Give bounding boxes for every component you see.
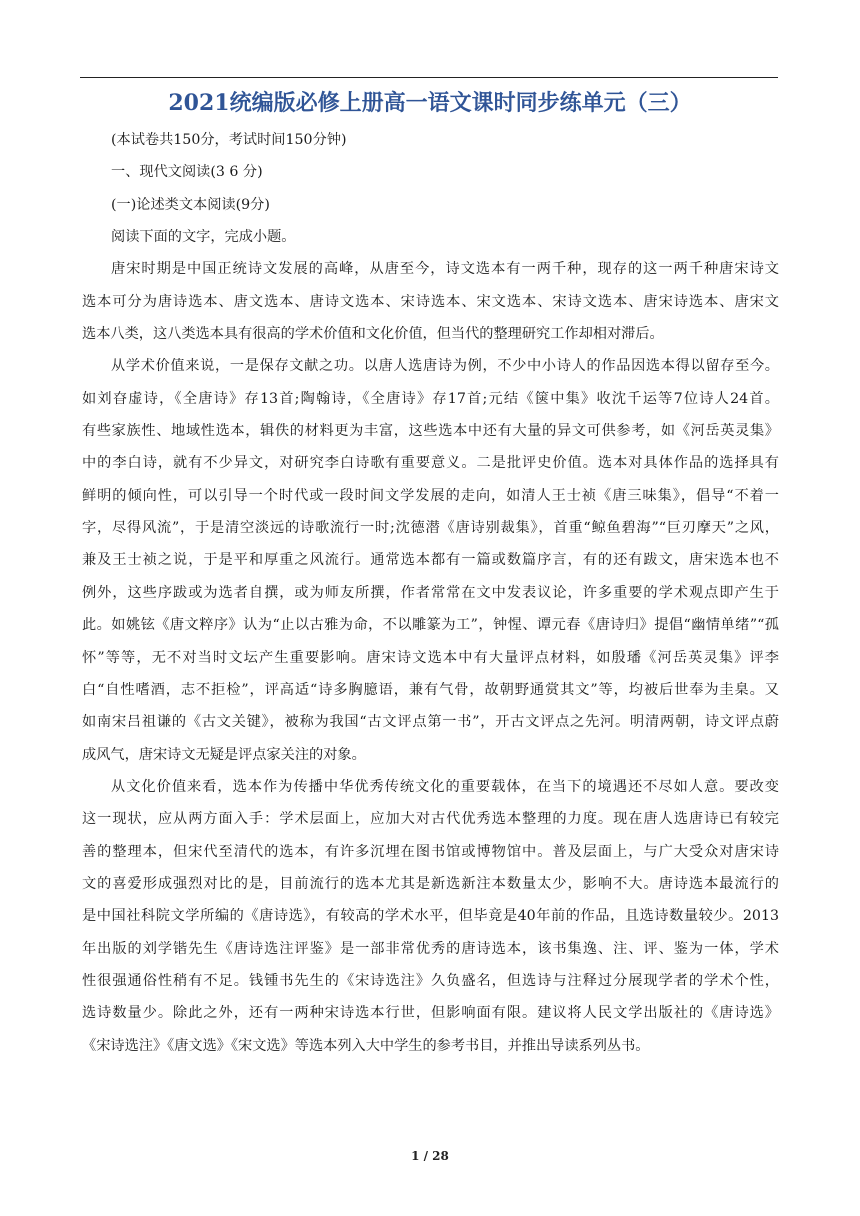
paragraph-line: 从文化价值来看，选本作为传播中华优秀传统文化的重要载体，在当下的境遇还不尽如人意。要改变 — [111, 778, 779, 795]
paragraph-line: 选本可分为唐诗选本、唐文选本、唐诗文选本、宋诗选本、宋文选本、宋诗文选本、唐宋诗选本、唐宋文 — [82, 293, 779, 310]
paragraph-line: 《宋诗选注》《唐文选》《宋文选》等选本列入大中学生的参考书目，并推出导读系列丛书。 — [82, 1037, 650, 1054]
exam-info: (本试卷共150分，考试时间150分钟) — [111, 132, 347, 148]
paragraph-line: 是中国社科院文学所编的《唐诗选》，有较高的学术水平，但毕竟是40年前的作品，且选诗数量较少。2013 — [82, 908, 779, 925]
paragraph-line: 兼及王士祯之说，于是平和厚重之风流行。通常选本都有一篇或数篇序言，有的还有跋文，唐宋选本也不 — [82, 552, 779, 569]
paragraph-line: 鲜明的倾向性，可以引导一个时代或一段时间文学发展的走向，如清人王士祯《唐三味集》，倡导“不着一 — [82, 487, 779, 504]
paragraph-line: 善的整理本，但宋代至清代的选本，有许多沉埋在图书馆或博物馆中。普及层面上，与广大受众对唐宋诗 — [82, 843, 779, 860]
section-heading: 一、现代文阅读(3 6 分) — [111, 164, 263, 181]
paragraph-line: 这一现状，应从两方面入手：学术层面上，应加大对古代优秀选本整理的力度。现在唐人选唐诗已有较完 — [82, 811, 779, 828]
paragraph-line: 中的李白诗，就有不少异文，对研究李白诗歌有重要意义。二是批评史价值。选本对具体作品的选择具有 — [82, 455, 779, 472]
paragraph-line: 选诗数量少。除此之外，还有一两种宋诗选本行世，但影响面有限。建议将人民文学出版社的《唐诗选》 — [82, 1005, 779, 1022]
paragraph-line: 怀”等等，无不对当时文坛产生重要影响。唐宋诗文选本中有大量评点材料，如殷璠《河岳英灵集》评李 — [82, 649, 779, 666]
paragraph-line: 年出版的刘学锴先生《唐诗选注评鉴》是一部非常优秀的唐诗选本，该书集逸、注、评、鉴为一体，学术 — [82, 940, 779, 957]
paragraph-line: 选本八类，这八类选本具有很高的学术价值和文化价值，但当代的整理研究工作却相对滞后。 — [82, 326, 664, 343]
document-title: 2021统编版必修上册高一语文课时同步练单元（三） — [168, 90, 692, 116]
subsection-heading: (一)论述类文本阅读(9分) — [111, 196, 270, 213]
paragraph-line: 例外，这些序跋或为选者自撰，或为师友所撰，作者常常在文中发表议论，许多重要的学术观点即产生于 — [82, 584, 779, 601]
paragraph-line: 性很强通俗性稍有不足。钱锺书先生的《宋诗选注》久负盛名，但选诗与注释过分展现学者的学术个性， — [82, 972, 779, 989]
paragraph-line: 如南宋吕祖谦的《古文关键》，被称为我国“古文评点第一书”，开古文评点之先河。明清两朝，诗文评点蔚 — [82, 714, 779, 731]
paragraph-line: 白“自性嗜酒，志不拒检”，评高适“诗多胸臆语，兼有气骨，故朝野通赏其文”等，均被后世奉为圭臬。又 — [82, 681, 779, 698]
paragraph-line: 文的喜爱形成强烈对比的是，目前流行的选本尤其是新选新注本数量太少，影响不大。唐诗选本最流行的 — [82, 875, 779, 892]
paragraph-line: 有些家族性、地域性选本，辑佚的材料更为丰富，这些选本中还有大量的异文可供参考，如《河岳英灵集》 — [82, 423, 779, 440]
paragraph-line: 字，尽得风流”，于是清空淡远的诗歌流行一时;沈德潜《唐诗别裁集》，首重“鲸鱼碧海”“巨刃摩天”之风， — [82, 520, 779, 537]
paragraph-line: 如刘昚虚诗，《全唐诗》存13首;陶翰诗，《全唐诗》存17首;元结《箧中集》收沈千运等7位诗人24首。 — [82, 390, 779, 407]
header-rule — [80, 77, 778, 78]
paragraph-line: 从学术价值来说，一是保存文献之功。以唐人选唐诗为例，不少中小诗人的作品因选本得以留存至今。 — [111, 358, 779, 375]
document-body — [82, 127, 779, 1065]
page-number: 1 / 28 — [411, 1149, 449, 1163]
reading-instruction: 阅读下面的文字，完成小题。 — [111, 229, 296, 246]
paragraph-line: 此。如姚铉《唐文粹序》认为“止以古雅为命，不以雕篆为工”，钟惺、谭元春《唐诗归》提倡“幽情单绪”“孤 — [82, 617, 779, 634]
paragraph-line: 唐宋时期是中国正统诗文发展的高峰，从唐至今，诗文选本有一两千种，现存的这一两千种唐宋诗文 — [111, 261, 779, 278]
paragraph-line: 成风气，唐宋诗文无疑是评点家关注的对象。 — [82, 746, 366, 763]
